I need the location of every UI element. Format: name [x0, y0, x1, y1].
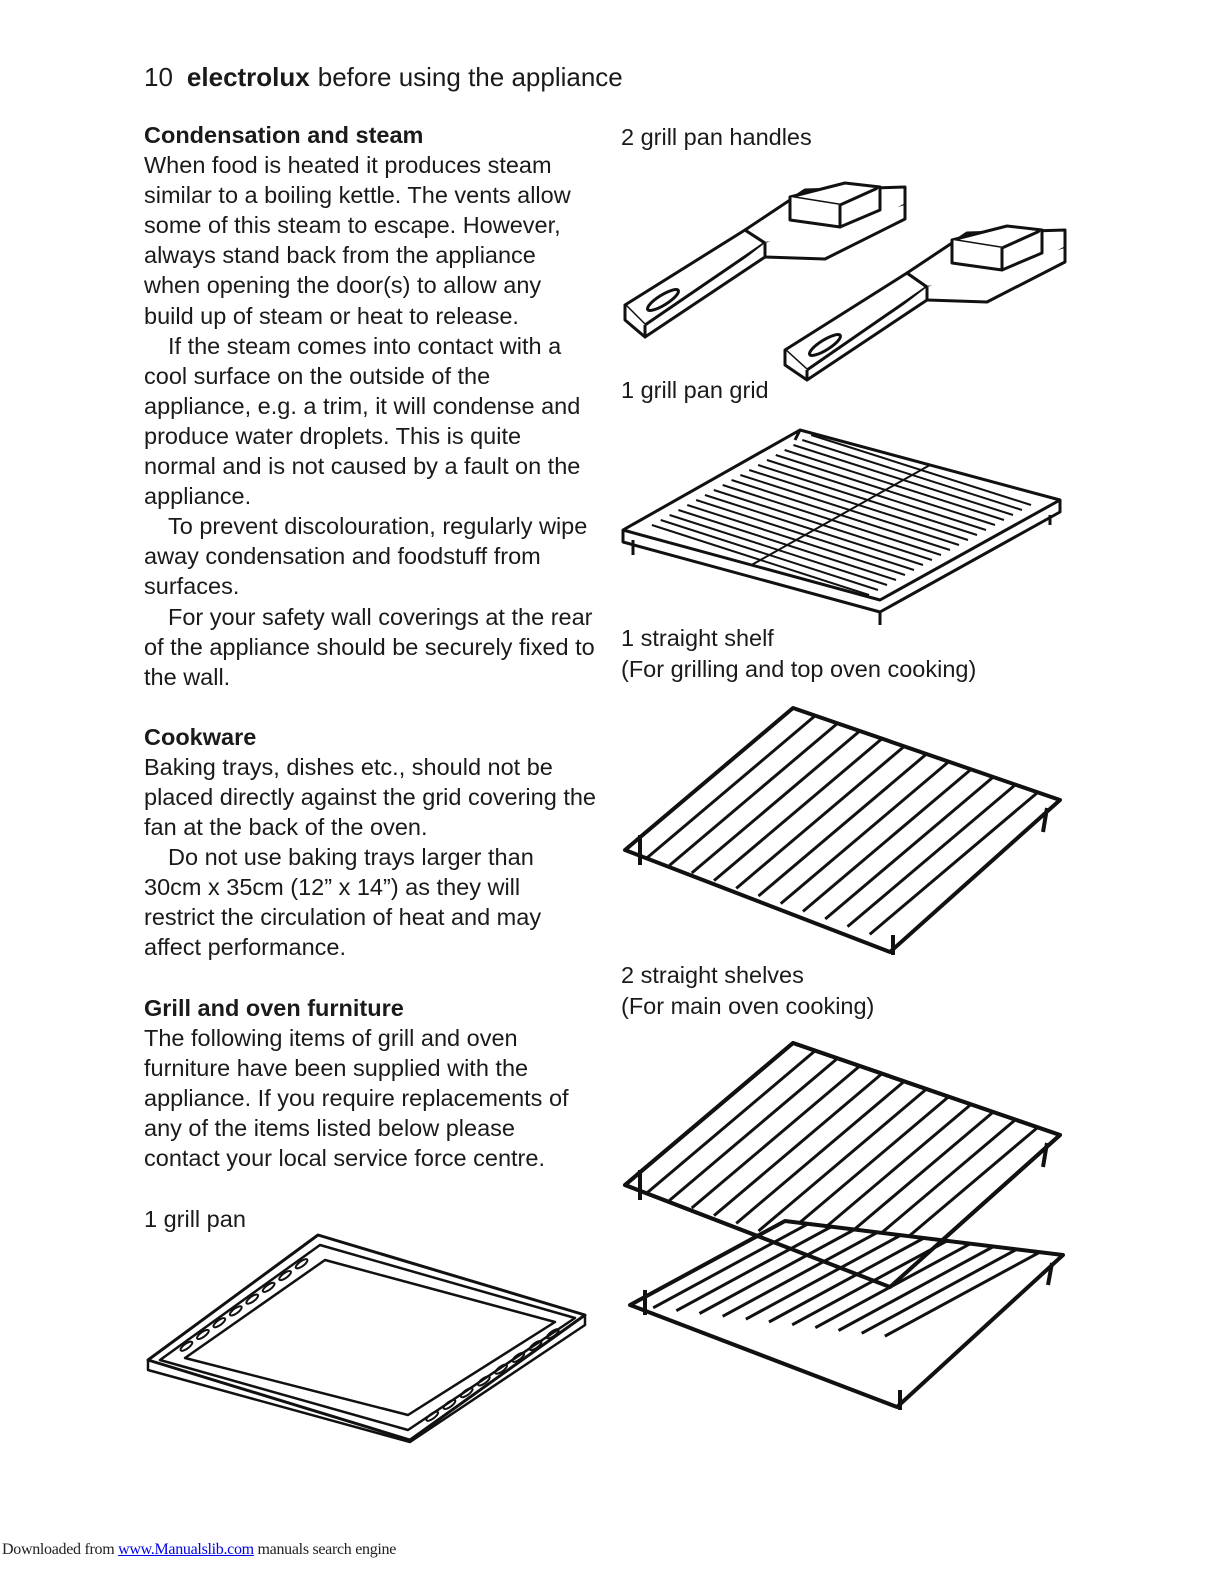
- condensation-paragraph: For your safety wall coverings at the rear of the appliance should be securely fixed to the wall.: [144, 603, 595, 690]
- cookware-paragraph: Do not use baking trays larger than 30cm x 35cm (12” x 14”) as they will restrict the circulation of heat and may affect performance.: [144, 844, 542, 961]
- cookware-paragraph: Baking trays, dishes etc., should not be placed directly against the grid covering the fan at the back of the oven.: [144, 753, 596, 841]
- grill-pan-grid-illustration: [615, 420, 1075, 630]
- shelves-two-caption: 2 straight shelves: [621, 962, 804, 988]
- straight-shelf-illustration: [615, 700, 1075, 965]
- brand-name: electrolux: [186, 62, 310, 92]
- shelf-bar: [781, 1097, 949, 1239]
- grill-pan-handles-illustration: [615, 175, 1075, 380]
- shelf-bar: [825, 777, 993, 919]
- page-number: 10: [144, 62, 173, 92]
- shelf-bar: [647, 716, 815, 858]
- shelf-bar: [670, 1058, 838, 1200]
- footer-prefix: Downloaded from: [2, 1541, 119, 1558]
- shelf-bar: [759, 754, 927, 896]
- shelves-two-note: (For main oven cooking): [621, 993, 875, 1019]
- footer-suffix: manuals search engine: [253, 1541, 397, 1558]
- shelf-bar: [692, 731, 860, 873]
- grill-pan-caption: 1 grill pan: [144, 1206, 246, 1232]
- shelf-bar: [736, 746, 904, 888]
- shelf-bar: [781, 762, 949, 904]
- furniture-paragraph: The following items of grill and oven furniture have been supplied with the appliance. If you require replacements of any of the items listed below please contact your local service force centre.: [144, 1024, 569, 1171]
- grid-caption: 1 grill pan grid: [621, 377, 769, 403]
- condensation-paragraph: To prevent discolouration, regularly wipe away condensation and foodstuff from surfaces.: [144, 513, 588, 600]
- handles-caption: 2 grill pan handles: [621, 124, 812, 150]
- condensation-paragraph: If the steam comes into contact with a cool surface on the outside of the appliance, e.g. a trim, it will condense and produce water droplets. This is quite normal and is not caused by a fault on the appliance.: [144, 332, 581, 510]
- shelf-bar: [647, 1051, 815, 1193]
- shelf-bar: [714, 739, 882, 881]
- cookware-heading: Cookware: [144, 723, 257, 750]
- shelf-bar: [714, 1074, 882, 1216]
- shelf-bar: [870, 792, 1038, 934]
- shelf-bar: [759, 1089, 927, 1231]
- left-column: [144, 120, 596, 1173]
- two-straight-shelves-illustration: [615, 1035, 1075, 1420]
- furniture-heading: Grill and oven furniture: [144, 994, 404, 1021]
- shelf-one-caption: 1 straight shelf: [621, 625, 774, 651]
- grill-pan-illustration: [140, 1230, 595, 1445]
- shelf-bar: [736, 1081, 904, 1223]
- shelf-bar: [670, 723, 838, 865]
- shelf-bar: [692, 1066, 860, 1208]
- condensation-heading: Condensation and steam: [144, 122, 424, 148]
- shelf-one-note: (For grilling and top oven cooking): [621, 656, 977, 682]
- download-footer: [2, 1539, 396, 1561]
- manualslib-link[interactable]: www.Manualslib.com: [118, 1541, 254, 1558]
- shelf-bar: [848, 785, 1016, 927]
- condensation-paragraph: When food is heated it produces steam similar to a boiling kettle. The vents allow some of this steam to escape. However, always stand back from the appliance when opening the door(s) to allow any build up of steam or heat to release.: [144, 152, 571, 329]
- shelf-bar: [803, 769, 971, 911]
- page-header: [144, 60, 623, 94]
- section-title: before using the appliance: [317, 62, 623, 92]
